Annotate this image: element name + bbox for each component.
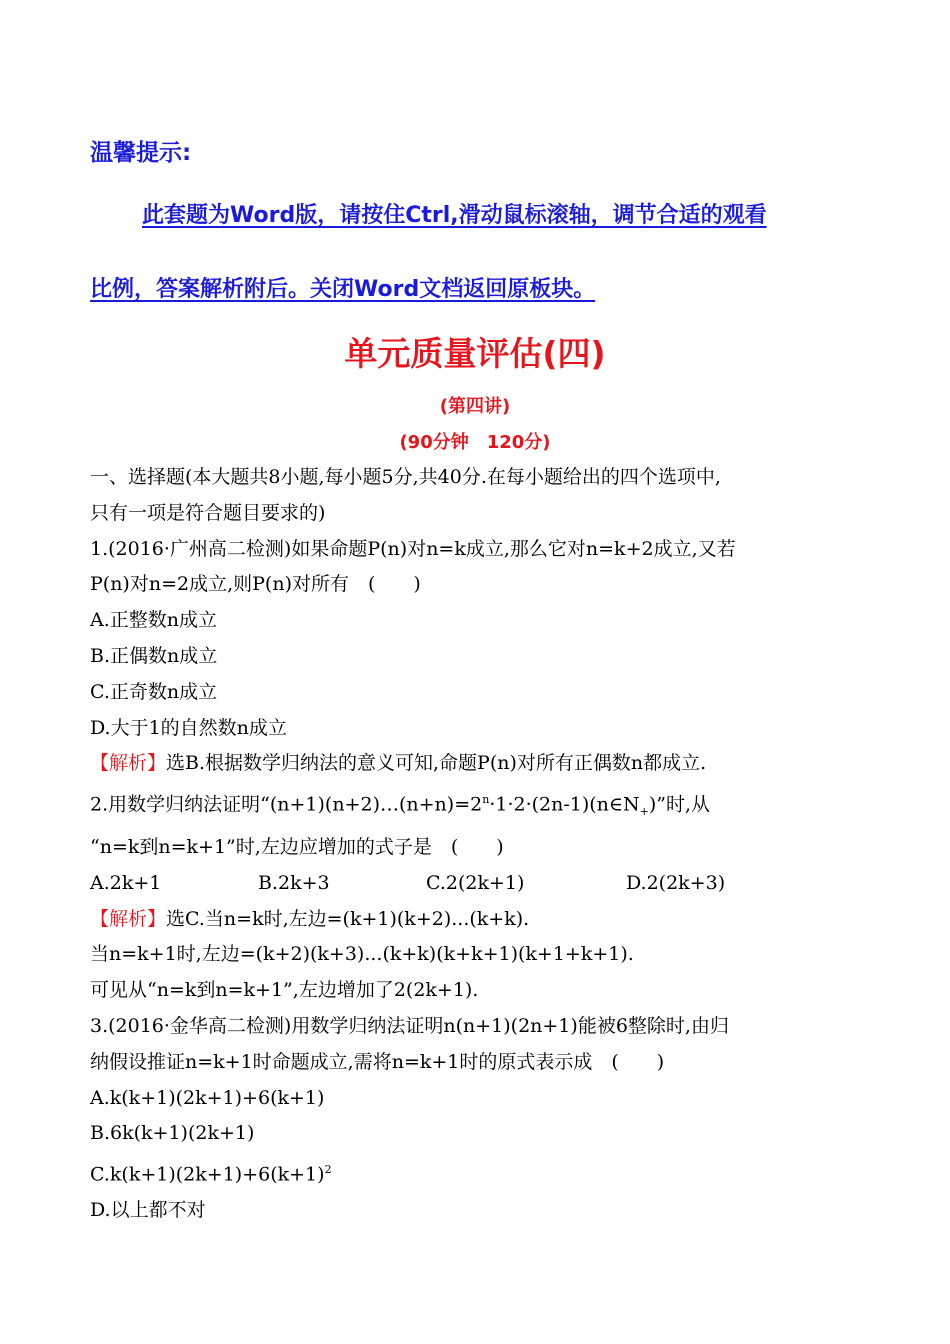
q2-analysis-2: 当n=k+1时,左边=(k+2)(k+3)...(k+k)(k+k+1)(k+1+k+1). [90, 943, 634, 966]
q1-analysis [90, 746, 880, 782]
q1-analysis-text: 选B.根据数学归纳法的意义可知,命题P(n)对所有正偶数n都成立. [166, 752, 707, 775]
q3-option-c-text: C.k(k+1)(2k+1)+6(k+1) [90, 1163, 325, 1186]
page-title: 单元质量评估(四) [344, 334, 606, 373]
q2-option-c: C.2(2k+1) [426, 871, 525, 894]
q3-stem-1: 3.(2016·金华高二检测)用数学归纳法证明n(n+1)(2n+1)能被6整除时,由归 [90, 1015, 729, 1038]
section-intro-1: 一、选择题(本大题共8小题,每小题5分,共40分.在每小题给出的四个选项中, [90, 466, 721, 488]
lecture-label: (第四讲) [439, 396, 511, 417]
q2-option-a: A.2k+1 [90, 871, 162, 894]
q3-option-c [90, 1152, 880, 1193]
q2-stem-1 [90, 782, 880, 830]
q2-analysis-3: 可见从“n=k到n=k+1”,左边增加了2(2k+1). [90, 979, 479, 1002]
q2-analysis-text-1: 选C.当n=k时,左边=(k+1)(k+2)...(k+k). [166, 907, 530, 930]
q2-stem-part-c: )”时,从 [648, 793, 710, 816]
q2-stem-part-a: 2.用数学归纳法证明“(n+1)(n+2)…(n+n)=2 [90, 793, 483, 816]
tip-line-1: 此套题为Word版，请按住Ctrl,滑动鼠标滚轴，调节合适的观看 [142, 203, 767, 228]
analysis-tag: 【解析】 [90, 752, 167, 775]
q2-option-d: D.2(2k+3) [626, 871, 726, 894]
q3-option-d: D.以上都不对 [90, 1199, 206, 1222]
section-intro-2: 只有一项是符合题目要求的) [90, 501, 326, 524]
time-score-label: (90分钟 120分) [399, 432, 551, 453]
q2-stem-2: “n=k到n=k+1”时,左边应增加的式子是 ( ) [90, 836, 504, 859]
q2-option-b: B.2k+3 [258, 871, 330, 894]
tip-title: 温馨提示: [90, 140, 192, 166]
q1-option-c: C.正奇数n成立 [90, 680, 218, 703]
q1-option-a: A.正整数n成立 [90, 609, 217, 632]
q1-stem-1: 1.(2016·广州高二检测)如果命题P(n)对n=k成立,那么它对n=k+2成立,又若 [90, 537, 736, 560]
analysis-tag: 【解析】 [90, 907, 167, 930]
q2-analysis-1 [90, 902, 880, 938]
tip-line-2: 比例，答案解析附后。关闭Word文档返回原板块。 [90, 277, 596, 302]
q3-stem-2: 纳假设推证n=k+1时命题成立,需将n=k+1时的原式表示成 ( ) [90, 1050, 665, 1073]
q1-option-b: B.正偶数n成立 [90, 644, 218, 667]
question-body [90, 460, 880, 1229]
q2-options [90, 866, 880, 902]
q1-stem-2: P(n)对n=2成立,则P(n)对所有 ( ) [90, 573, 421, 596]
q3-option-c-sup: 2 [324, 1163, 332, 1177]
q2-stem-part-b: ·1·2·(2n-1)(n∈N [489, 793, 640, 816]
q2-superscript: n [482, 793, 490, 807]
q3-option-b: B.6k(k+1)(2k+1) [90, 1122, 255, 1145]
q2-subscript: + [639, 805, 649, 819]
q3-option-a: A.k(k+1)(2k+1)+6(k+1) [90, 1086, 325, 1109]
q1-option-d: D.大于1的自然数n成立 [90, 716, 287, 739]
